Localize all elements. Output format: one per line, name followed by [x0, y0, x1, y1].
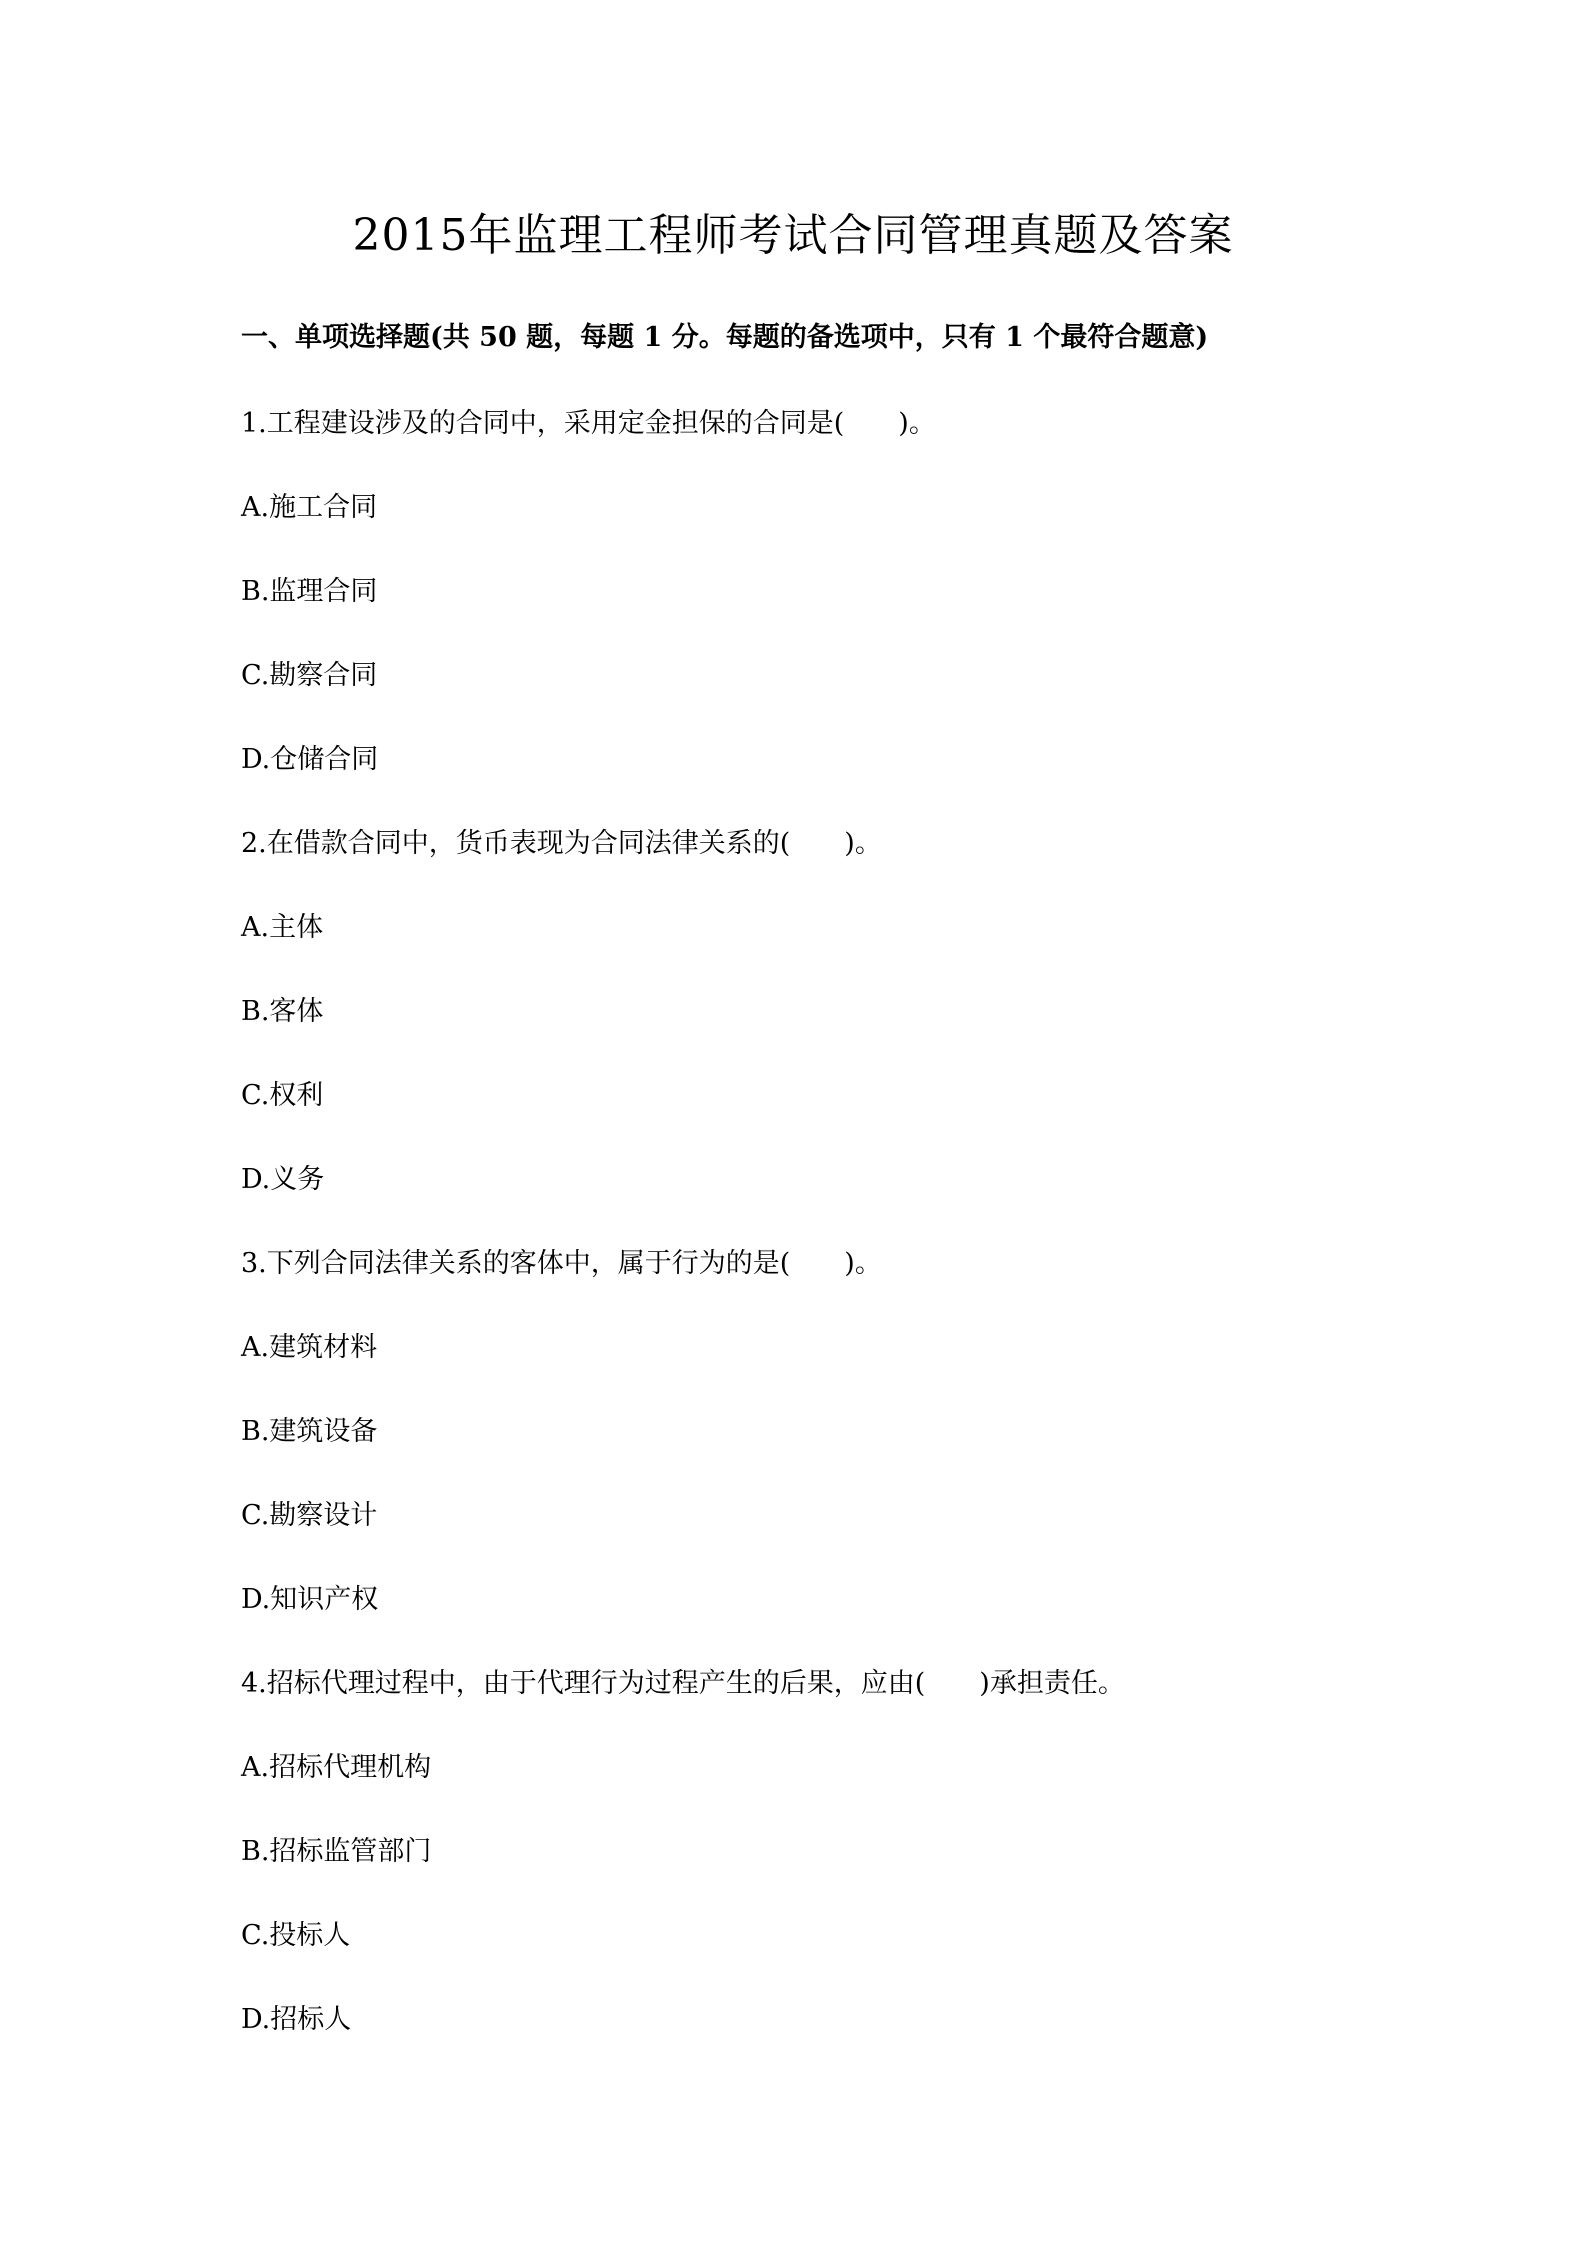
section-heading: 一、单项选择题(共 50 题，每题 1 分。每题的备选项中，只有 1 个最符合题意) — [241, 322, 1209, 353]
option-a: A.招标代理机构 — [241, 1752, 432, 1783]
option-d: D.义务 — [241, 1164, 325, 1195]
question-stem: 4.招标代理过程中，由于代理行为过程产生的后果，应由( )承担责任。 — [241, 1668, 1125, 1699]
question-1 — [241, 404, 1441, 824]
option-b: B.客体 — [241, 996, 324, 1027]
option-a: A.主体 — [241, 912, 324, 943]
option-c: C.投标人 — [241, 1920, 351, 1951]
question-stem: 3.下列合同法律关系的客体中，属于行为的是( )。 — [241, 1248, 882, 1279]
option-c: C.勘察设计 — [241, 1500, 378, 1531]
option-b: B.建筑设备 — [241, 1416, 378, 1447]
option-d: D.知识产权 — [241, 1584, 379, 1615]
question-stem: 2.在借款合同中，货币表现为合同法律关系的( )。 — [241, 828, 882, 859]
option-a: A.建筑材料 — [241, 1332, 378, 1363]
question-3 — [241, 1244, 1441, 1664]
option-c: C.权利 — [241, 1080, 324, 1111]
question-list — [241, 404, 1441, 2084]
option-b: B.监理合同 — [241, 576, 378, 607]
question-stem: 1.工程建设涉及的合同中，采用定金担保的合同是( )。 — [241, 408, 936, 439]
option-c: C.勘察合同 — [241, 660, 378, 691]
question-2 — [241, 824, 1441, 1244]
option-b: B.招标监管部门 — [241, 1836, 432, 1867]
option-d: D.招标人 — [241, 2004, 352, 2035]
question-4 — [241, 1664, 1441, 2084]
option-a: A.施工合同 — [241, 492, 378, 523]
document-title: 2015年监理工程师考试合同管理真题及答案 — [352, 210, 1234, 261]
option-d: D.仓储合同 — [241, 744, 379, 775]
